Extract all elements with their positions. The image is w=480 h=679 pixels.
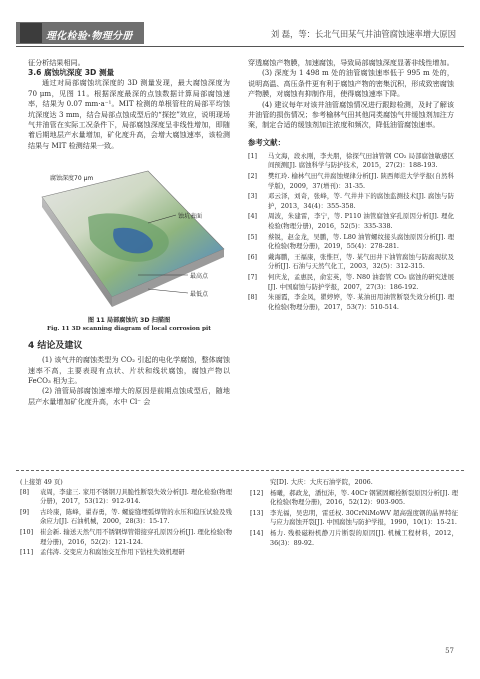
journal-logo-text: 理化检验·物理分册 [46, 31, 133, 42]
reference-number: [8] [20, 487, 30, 496]
continued-note: (上接第 49 页) [20, 478, 63, 486]
reference-number: [2] [248, 172, 258, 181]
pointer-low [148, 289, 188, 293]
label-pit-surface: 蚀坑表面 [178, 213, 203, 221]
references-title: 参考文献： [248, 137, 285, 147]
conclusion-2: (2) 油管局部腐蚀速率增大的原因是前期点蚀成型后，随地层产水量增加矿化度升高，水中 Cl⁻ 会 [28, 386, 230, 406]
reference-number [250, 478, 270, 488]
figure-caption-cn: 图 11 局部腐蚀坑 3D 扫描图 [87, 317, 171, 325]
reference-item [248, 233, 454, 252]
figure-caption-en: Fig. 11 3D scanning diagram of local corrosion pit [47, 326, 211, 333]
page-header [0, 0, 480, 46]
reference-number: [12] [250, 488, 264, 497]
conclusion-4: (4) 建议每年对该井油管腐蚀情况进行跟踪检测，及时了解该井油管的损伤情况；参考榆林气田其他同类腐蚀气井缓蚀剂加注方案，制定合适的缓蚀剂加注浓度和频次，降低油管腐蚀速率。 [248, 99, 454, 130]
reference-item [20, 488, 232, 507]
continued-references-list-left [20, 488, 232, 558]
reference-item [20, 548, 232, 558]
reference-item [250, 529, 458, 548]
reference-item [248, 152, 454, 171]
reference-text: 朱丽霞，李金凤，瞿婷婷，等. 某油田用油管断裂失效分析[J]. 理化检验(物理分册)，2017，53(7)：510-514. [268, 293, 454, 311]
reference-item [248, 192, 454, 211]
continued-paragraph: 征分析结果相同。 [28, 58, 85, 67]
label-lowest-point: 最低点 [190, 291, 209, 299]
reference-number: [7] [248, 272, 258, 281]
reference-text: 究[D]. 大庆：大庆石油学院，2006. [270, 478, 373, 486]
reference-text: 杨曦，郝政龙，潘恒沛，等. 40Cr 钢紧固螺栓断裂原因分析[J]. 理化检验(物理分册)，2016，52(12)：903-905. [270, 488, 458, 507]
reference-text: 戴海鹏，王福康，张惟巨，等. 某气田井下油管腐蚀与防腐现状及分析[J]. 石油与天然气化工，2003，32(5)：312-315. [268, 252, 454, 271]
reference-item [248, 172, 454, 191]
label-highest-point: 最高点 [190, 273, 209, 281]
reference-number: [5] [248, 232, 258, 241]
reference-text: 崔会新. 输送天然气用不锈钢焊管错接穿孔原因分析[J]. 理化检验(物理分册)，2016，52(2)：121-124. [40, 527, 232, 546]
reference-text: 杨力. 残极磁粉机静刀片断裂的原因[J]. 机械工程材料，2012，36(3)：89-92. [270, 528, 458, 547]
reference-text: 何庆龙，孟惠民，俞宏英，等. N80 油套管 CO₂ 腐蚀的研究进展[J]. 中国腐蚀与防护学报，2007，27(3)：186-192. [268, 272, 454, 291]
reference-item [248, 253, 454, 272]
continued-references-left [20, 478, 232, 559]
reference-text: 孟伟涛. 交变应力和腐蚀交互作用下钻柱失效机理研 [40, 548, 185, 557]
reference-item [250, 489, 458, 508]
continued-references-right [250, 478, 458, 549]
reference-number: [3] [248, 192, 258, 201]
reference-text: 樊红玲. 榆林气田气井腐蚀规律分析[J]. 陕西师范大学学报(自然科学版)，2009，37(增刊)：31-35. [268, 172, 454, 190]
reference-number: [4] [248, 212, 258, 221]
reference-number: [14] [250, 528, 264, 537]
reference-item [250, 509, 458, 528]
reference-item [250, 478, 458, 488]
reference-number: [10] [20, 527, 34, 536]
right-column [248, 58, 454, 313]
section-3-6-body: 通过对局部腐蚀坑深度的 3D 测量发现，最大腐蚀深度为 70 μm，见图 11。根据深度最深的点蚀数据计算局部腐蚀速率，结果为 0.07 mm·a⁻¹。MIT 检测的单根管柱的局部平均蚀坑深度达 3 mm，结合局部点蚀成型后的“探挖”效应，说明现场气井油管在实际工况条件下，局部腐蚀深度呈非线性增加，即随着后期地层产水量增加，矿化度升高，会增大腐蚀速率，该检测结果与 MIT 检测结果一致。 [28, 78, 230, 150]
running-head: 刘 磊，等：长北气田某气井油管腐蚀速率增大原因 [270, 29, 456, 39]
header-rule [16, 46, 464, 47]
conclusion-3: (3) 深度为 1 498 m 处的油管腐蚀速率低于 995 m 处的，说明高温、高压条件更有利于腐蚀产物的密集沉积，形成致密腐蚀产物膜，对腐蚀有抑制作用，使得腐蚀速率下降。 [248, 68, 454, 99]
conclusion-2-continued: 穿透腐蚀产物膜，加速腐蚀，导致局部腐蚀深度显著非线性增加。 [248, 58, 454, 67]
reference-number: [8] [248, 293, 258, 302]
continued-references-list-right [250, 489, 458, 549]
reference-number: [13] [250, 508, 264, 517]
reference-item [248, 293, 454, 312]
label-depth: 腐蚀深度70 μm [50, 175, 94, 183]
journal-logo-mark [20, 23, 42, 43]
reference-number: [6] [248, 252, 258, 261]
section-divider [16, 470, 464, 471]
reference-text: 马文海，段永刚，李夫朋，徐探气田油管钢 CO₂ 局部腐蚀敏感区间预测[J]. 腐蚀科学与防护技术，2015，27(2)：188-193. [268, 151, 454, 170]
reference-item [248, 212, 454, 231]
reference-text: 袁周，李建三. 家用不锈钢刀具脆性断裂失效分析[J]. 理化检验(物理分册)，2017，53(12)：912-914. [40, 487, 232, 506]
reference-item [248, 273, 454, 292]
reference-text: 古玲康，陈峰，翟春勇，等. 螺旋缝埋弧焊管的水压和稳压试验及残余应力[J]. 石油机械，2000，28(3)：15-17. [40, 507, 232, 526]
reference-number: [11] [20, 548, 34, 557]
reference-text: 周波，朱建雷，李宁，等. P110 油管腐蚀穿孔原因分析[J]. 理化检验(物理分册)，2016，52(5)：335-338. [268, 212, 454, 230]
reference-text: 蔡锐，赵金龙，吴鹏，等. L80 油管螺纹接头腐蚀原因分析[J]. 理化检验(物理分册)，2019，55(4)：278-281. [268, 232, 454, 251]
reference-item [20, 508, 232, 527]
left-column [28, 58, 230, 407]
section-3-6-title: 3.6 腐蚀坑深度 3D 测量 [28, 68, 115, 78]
reference-number: [1] [248, 151, 258, 160]
reference-item [20, 528, 232, 547]
page-number: 57 [445, 647, 454, 655]
figure-11-scan [28, 157, 230, 311]
references-list [248, 152, 454, 313]
section-4-title: 4 结论及建议 [28, 341, 83, 352]
reference-text: 邓云泽，刘奇，张峰，等. 气井井下的腐蚀监测技术[J]. 腐蚀与防护，2013，34(4)：355-358. [268, 192, 454, 210]
conclusion-1: (1) 该气井的腐蚀类型为 CO₂ 引起的电化学腐蚀，整体腐蚀速率不高，主要表现有点状、片状和线状腐蚀，腐蚀产物以 FeCO₃ 相为主。 [28, 355, 230, 386]
reference-number: [9] [20, 507, 30, 516]
reference-text: 李光福，吴忠明，雷廷权. 30CrNiMoWV 超高强度钢的晶界特征与应力腐蚀开裂[J]. 中国腐蚀与防护学报，1990，10(1)：15-21. [270, 508, 458, 527]
